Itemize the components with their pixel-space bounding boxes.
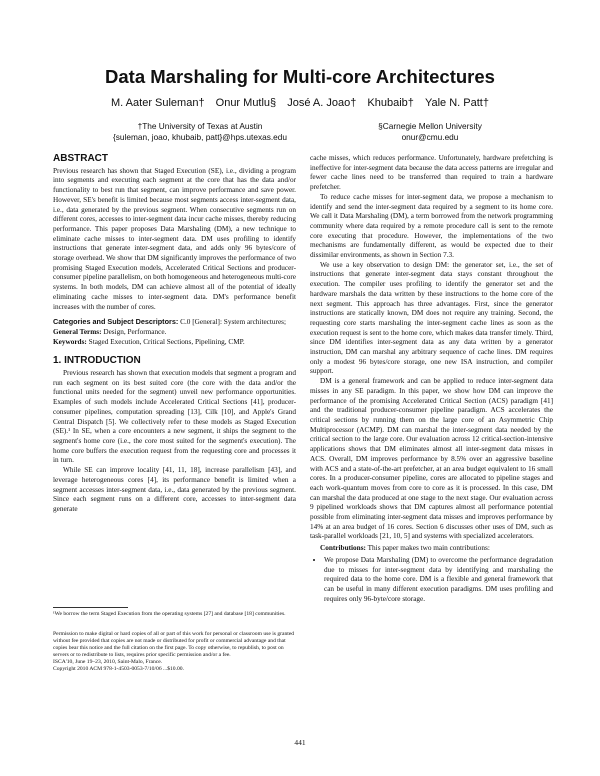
- body-paragraph: DM is a general framework and can be applied to reduce inter-segment data misses in any SE paradigm. In this paper, we show how DM can improve the performance of the promising Accelerated Critical Section (ACS) paradigm [41] and the traditional producer-consumer pipeline paradigm. ACS accelerates the critical sections by running them on the large core of an Asymmetric Chip Multiprocessor (ACMP). DM can marshal the inter-segment data needed by the critical section to the large core. Our evaluation across 12 critical-section-intensive applications shows that DM eliminates almost all inter-segment data misses in ACS. Overall, DM improves performance by 8.5% over an aggressive baseline with ACS and a state-of-the-art prefetcher, at an area budget equivalent to 16 small cores. In a producer-consumer pipeline, cores are allocated to pipeline stages and each work-quantum moves from core to core as it is processed. In this case, DM can marshal the data produced at one stage to the next stage. Our evaluation across 9 pipelined workloads shows that DM captures almost all performance potential possible from eliminating inter-segment data misses and improves performance by 14% at an area budget of 16 cores. Section 6 discusses other uses of DM, such as task-parallel workloads [21, 10, 5] and systems with specialized accelerators.: [310, 377, 553, 541]
- footnote: ¹We borrow the term Staged Execution from the operating systems [27] and database [18] communities.: [53, 611, 286, 617]
- author: M. Aater Suleman†: [111, 97, 205, 109]
- affiliation-cmu: [340, 121, 520, 142]
- intro-paragraph: Previous research has shown that execution models that segment a program and run each segment on its best suited core (the core with the data and/or the functional units needed for the segment) unveil new performance opportunities. Examples of such models include Accelerated Critical Sections [41], producer-consumer pipelines, computation spreading [13], Cilk [10], and Apple's Grand Central Dispatch [5]. We collectively refer to these models as Staged Execution (SE).¹ In SE, when a core encounters a new segment, it ships the segment to the segment's home core (i.e., the core most suited for the segment's execution). The home core buffers the execution request from the requesting core and processes it in turn.: [53, 369, 296, 465]
- affiliation-name: †The University of Texas at Austin: [137, 121, 263, 131]
- contributions: [310, 544, 553, 554]
- categories-label: Categories and Subject Descriptors:: [53, 317, 179, 327]
- body-paragraph: cache misses, which reduces performance. Unfortunately, hardware prefetching is ineffective for inter-segment data because the data access patterns are irregular and fewer cache lines need to be transferred than required to train a hardware prefetcher.: [310, 154, 553, 192]
- author: Onur Mutlu§: [215, 97, 277, 109]
- contribution-item: • We propose Data Marshaling (DM) to overcome the performance degradation due to misses for inter-segment data by identifying and marshaling the required data to the home core. DM is a flexible and general framework that can be useful in many different execution paradigms. DM uses profiling and requires only 96-byte/core storage.: [324, 556, 553, 605]
- body-paragraph: To reduce cache misses for inter-segment data, we propose a mechanism to identify and send the inter-segment data required by a segment to its home core. We call it Data Marshaling (DM), a term borrowed from the network programming community where data required by a remote procedure call is sent to the remote core executing that procedure. However, the implementations of the two mechanisms are fundamentally different, as would be expected due to their dissimilar environments, as shown in Section 7.3.: [310, 192, 553, 260]
- author: José A. Joao†: [287, 97, 357, 109]
- abstract-heading: ABSTRACT: [53, 153, 108, 164]
- abstract-text: Previous research has shown that Staged Execution (SE), i.e., dividing a program into segments and executing each segment at the core that has the data and/or functionality to best run that segment, can improve performance and save power. However, SE's benefit is limited because most segments access inter-segment data, i.e., data generated by the previous segment. When consecutive segments run on different cores, accesses to inter-segment data incur cache misses, thereby reducing performance. This paper proposes Data Marshaling (DM), a new technique to eliminate cache misses to inter-segment data. DM uses profiling to identify instructions that generate inter-segment data, and adds only 96 bytes/core of storage overhead. We show that DM significantly improves the performance of two promising Staged Execution models, Accelerated Critical Sections and producer-consumer pipeline parallelism, on both homogeneous and heterogeneous multi-core systems. In both models, DM can achieve almost all of the potential of ideally eliminating cache misses to inter-segment data. DM's performance benefit increases with the number of cores.: [53, 166, 297, 311]
- paper-title: Data Marshaling for Multi-core Architectures: [105, 66, 495, 87]
- page-number: 441: [294, 738, 306, 747]
- contribution-list: [310, 556, 553, 605]
- author: Yale N. Patt†: [424, 97, 489, 109]
- author-list: [0, 97, 600, 109]
- venue: ISCA'10, June 19–23, 2010, Saint-Malo, France.: [53, 659, 163, 665]
- affiliation-name: §Carnegie Mellon University: [378, 121, 482, 131]
- affiliation-email: onur@cmu.edu: [401, 131, 459, 142]
- copyright: Copyright 2010 ACM 978-1-4503-0053-7/10/06 ...$10.00.: [53, 666, 184, 672]
- categories-text: C.0 [General]: System architectures;: [180, 318, 287, 327]
- left-column: [53, 154, 296, 515]
- permission-block: [53, 631, 296, 673]
- author: Khubaib†: [367, 97, 414, 109]
- intro-heading: 1. INTRODUCTION: [53, 355, 141, 367]
- general-terms: [53, 328, 296, 338]
- keywords-label: Keywords:: [53, 337, 87, 346]
- right-column: [310, 154, 553, 604]
- general-terms-label: General Terms:: [53, 327, 102, 336]
- keywords-text: Staged Execution, Critical Sections, Pipelining, CMP.: [88, 337, 245, 346]
- general-terms-text: Design, Performance.: [103, 327, 167, 336]
- intro-paragraph: While SE can improve locality [41, 11, 18], increase parallelism [43], and leverage heterogeneous cores [4], its performance benefit is limited when a segment accesses inter-segment data, i.e., data generated by the previous segment. Since each segment runs on a different core, accesses to inter-segment data generate: [53, 466, 296, 513]
- categories: [53, 317, 296, 328]
- permission-text: Permission to make digital or hard copies of all or part of this work for personal or classroom use is granted without fee provided that copies are not made or distributed for profit or commercial advantage and that copies bear this notice and the full citation on the first page. To copy otherwise, to republish, to post on servers or to redistribute to lists, requires prior specific permission and/or a fee.: [53, 631, 295, 658]
- contributions-label: Contributions:: [320, 544, 366, 553]
- body-paragraph: We use a key observation to design DM: the generator set, i.e., the set of instructions that generate inter-segment data stays constant throughout the execution. The compiler uses profiling to identify the generator set and the hardware marshals the data written by these instructions to the home core of the next segment. This approach has three advantages. First, since the generator instructions are statically known, DM does not require any training. Second, the requesting core starts marshaling the inter-segment cache lines as soon as the execution request is sent to the home core, which makes data transfer timely. Third, since DM identifies inter-segment data as any data written by a generator instruction, DM can marshal any arbitrary sequence of cache lines. DM requires only a modest 96 bytes/core storage, one new ISA instruction, and compiler support.: [310, 260, 553, 376]
- footnote-rule: [53, 607, 128, 608]
- keywords: [53, 338, 296, 348]
- contributions-text: This paper makes two main contributions:: [367, 544, 490, 553]
- affiliation-ut: [110, 121, 290, 142]
- affiliation-email: {suleman, joao, khubaib, patt}@hps.utexas.edu: [112, 131, 288, 142]
